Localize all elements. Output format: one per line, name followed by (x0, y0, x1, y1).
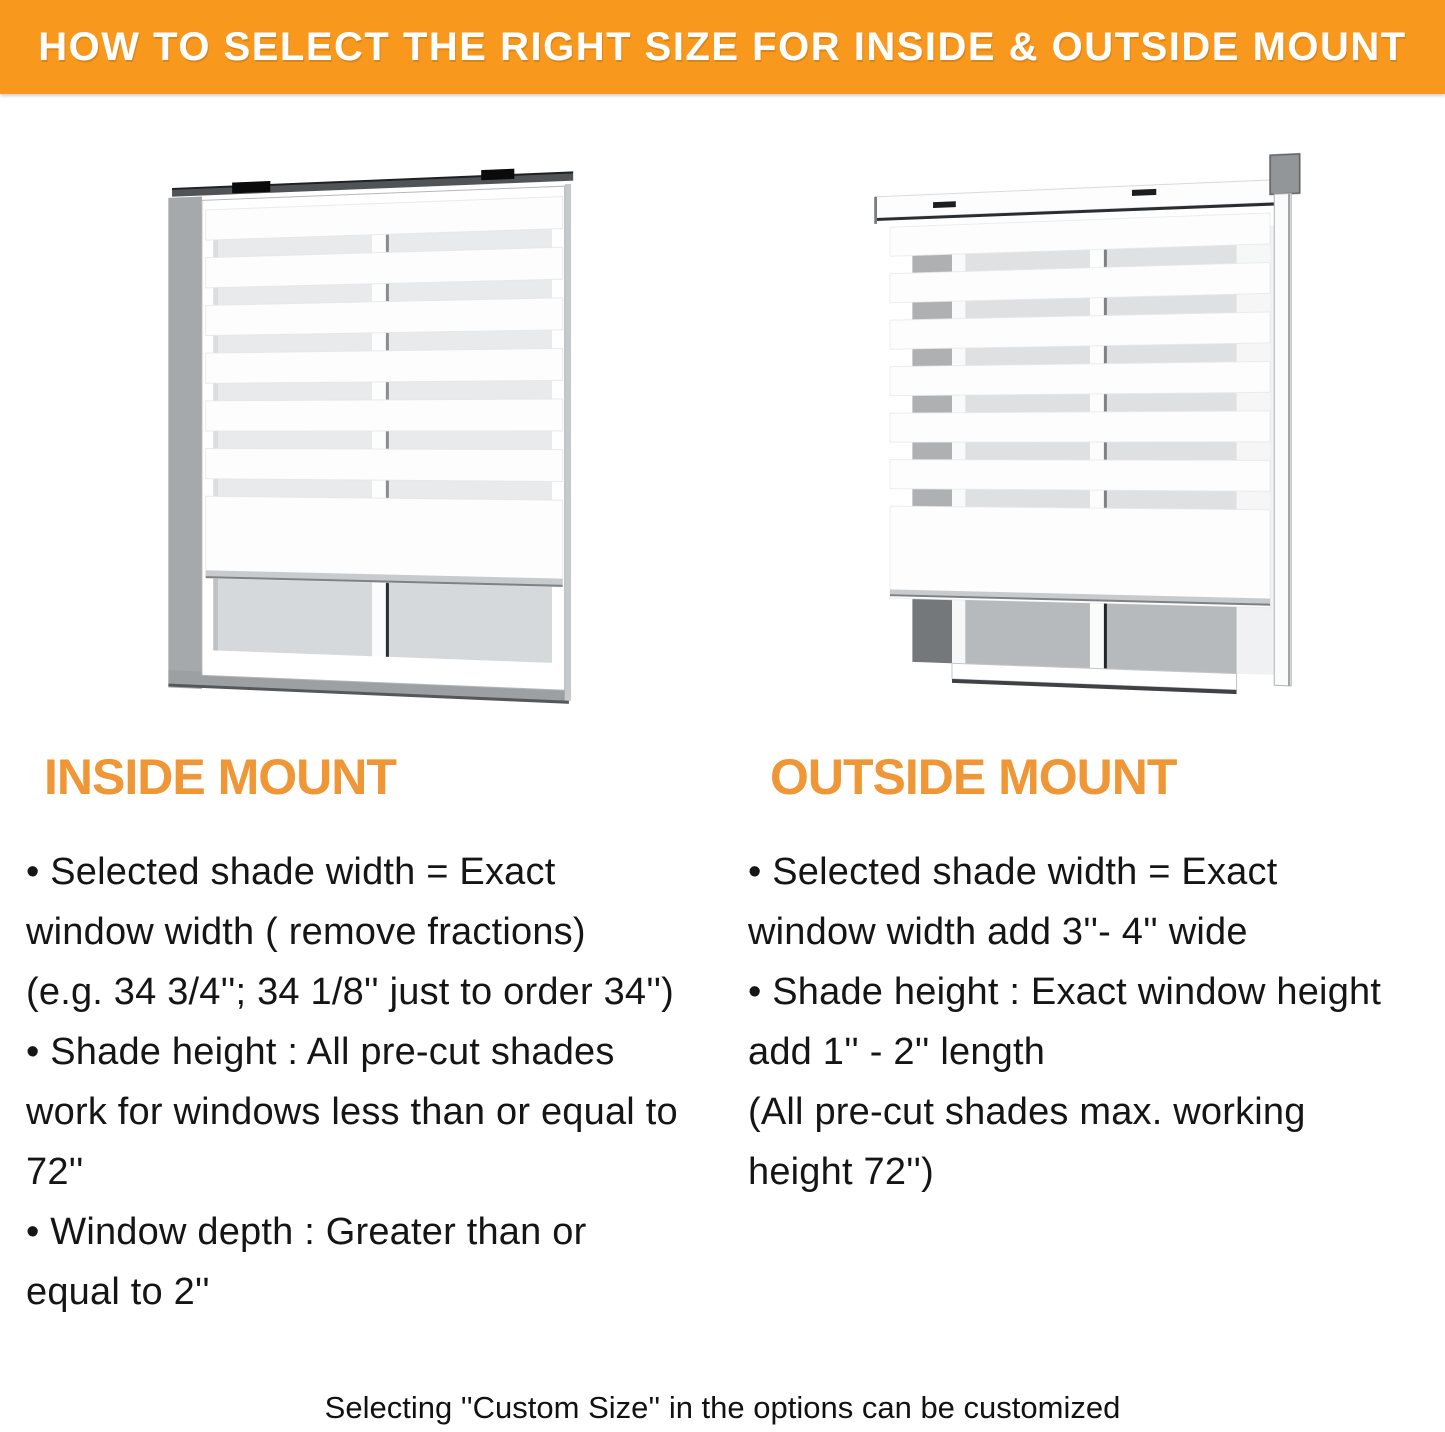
spec-line: equal to 2'' (26, 1271, 210, 1313)
spec-line: add 1'' - 2'' length (748, 1031, 1046, 1073)
spec-line: • Shade height : All pre-cut shades (26, 1031, 615, 1073)
outside-mount-illustration (862, 148, 1302, 748)
spec-line: • Shade height : Exact window height (748, 971, 1382, 1013)
shade-bottom-bar (206, 496, 563, 587)
banner-title: HOW TO SELECT THE RIGHT SIZE FOR INSIDE & OUTSIDE MOUNT (38, 24, 1407, 69)
inside-mount-illustration (150, 152, 580, 712)
outside-mount-title: OUTSIDE MOUNT (770, 749, 1177, 805)
spec-line: 72'' (26, 1151, 84, 1193)
spec-line: (e.g. 34 3/4''; 34 1/8'' just to order 34'') (26, 971, 675, 1013)
spec-line: height 72'') (748, 1151, 934, 1193)
spec-line: window width add 3''- 4'' wide (748, 911, 1248, 953)
outside-mount-specs (748, 842, 1438, 1202)
spec-line: window width ( remove fractions) (26, 911, 586, 953)
inside-mount-specs (26, 842, 726, 1322)
spec-line: • Selected shade width = Exact (26, 851, 556, 893)
inside-mount-window-drawing (159, 142, 586, 722)
footer-note: Selecting ''Custom Size'' in the options can be customized (324, 1390, 1121, 1425)
spec-line: (All pre-cut shades max. working (748, 1091, 1306, 1133)
spec-line: • Selected shade width = Exact (748, 851, 1278, 893)
inside-mount-title: INSIDE MOUNT (44, 749, 396, 805)
spec-line: • Window depth : Greater than or (26, 1211, 587, 1253)
banner (0, 0, 1445, 94)
window-lower-glass (952, 600, 1237, 694)
shade-bottom-bar (890, 506, 1270, 608)
outside-mount-window-drawing (871, 137, 1308, 759)
mounting-bracket (1270, 154, 1300, 195)
spec-line: work for windows less than or equal to (26, 1091, 678, 1133)
side-rail (1274, 194, 1291, 686)
